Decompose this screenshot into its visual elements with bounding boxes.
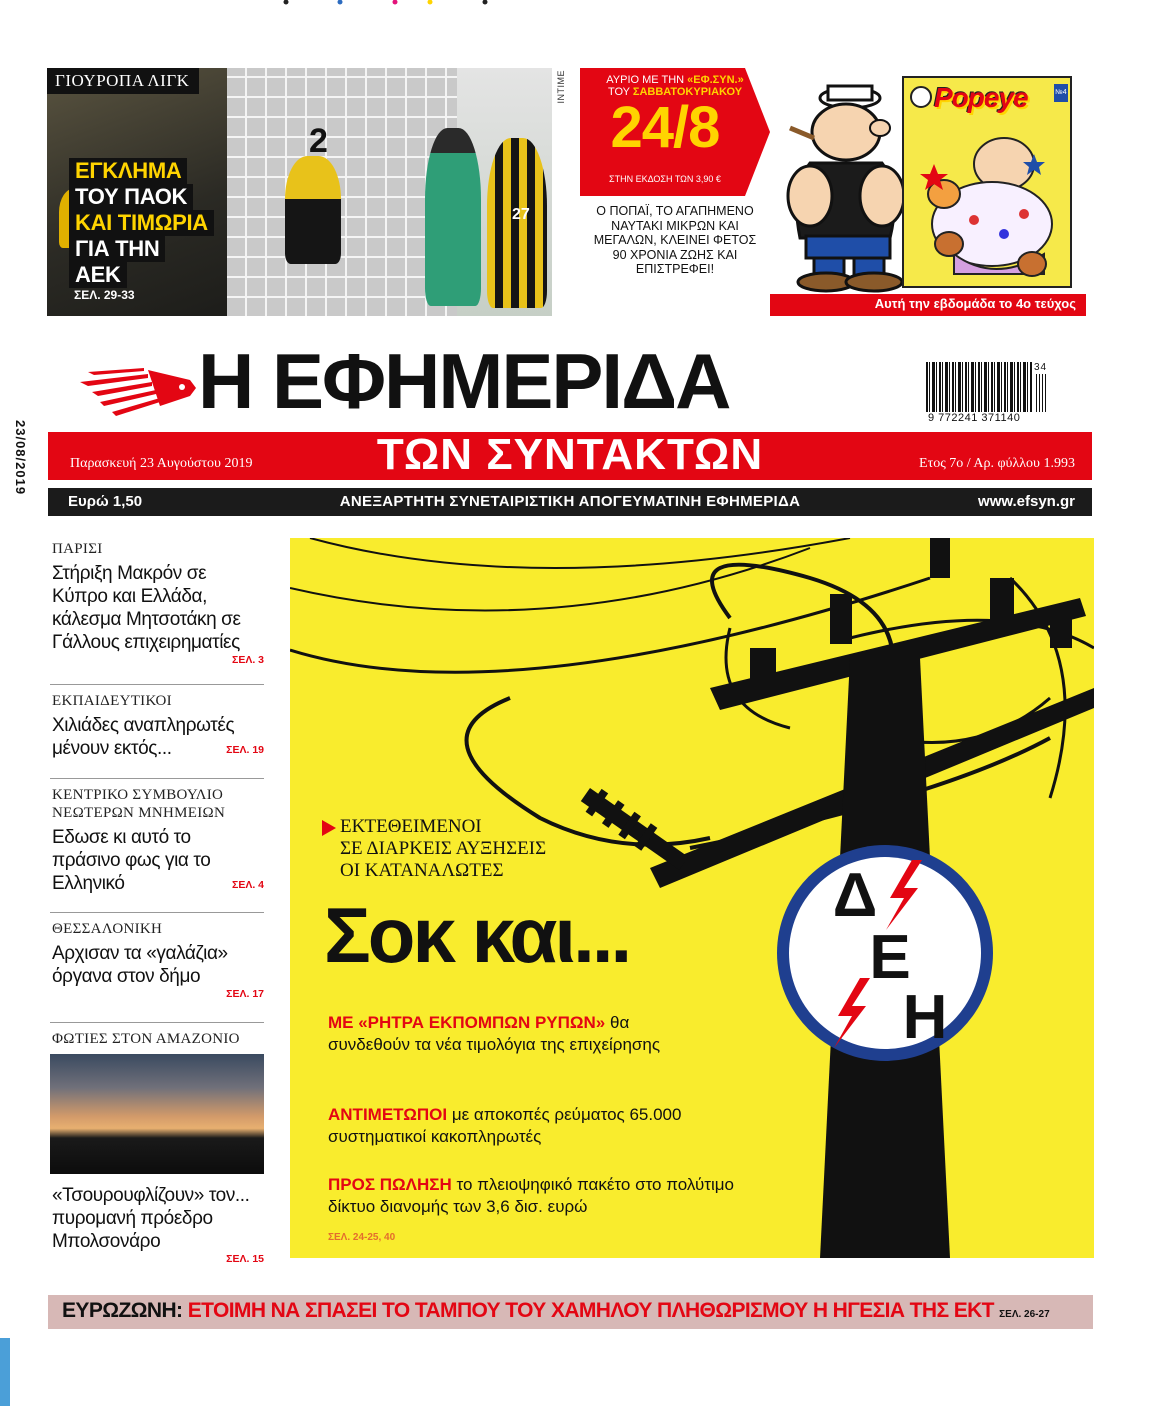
comic-logo: Popeye — [934, 82, 1028, 113]
page-reference: ΣΕΛ. 29-33 — [74, 288, 135, 302]
sidebar-story-monuments[interactable] — [52, 786, 264, 894]
feature-page-reference: ΣΕΛ. 24-25, 40 — [328, 1232, 396, 1243]
masthead-black-bar — [48, 488, 1092, 516]
story-page: ΣΕΛ. 19 — [226, 744, 264, 756]
comic-cover-art-icon — [914, 124, 1064, 284]
promo-edition: ΣΑΒΒΑΤΟΚΥΡΙΑΚΟΥ — [632, 86, 743, 98]
headline-line: ΕΓΚΛΗΜΑ — [69, 158, 187, 184]
story-page: ΣΕΛ. 15 — [226, 1253, 264, 1265]
story-kicker: ΘΕΣΣΑΛΟΝΙΚΗ — [52, 921, 163, 937]
promo-brand: «ΕΦ.ΣΥΝ.» — [687, 74, 744, 86]
amazon-fire-photo — [50, 1054, 264, 1174]
eurozone-teaser[interactable] — [48, 1295, 1093, 1329]
story-title: «Τσουρουφλίζουν» τον... πυρομανή πρόεδρο Μπολσονάρο — [52, 1185, 250, 1252]
sidebar-story-amazon[interactable] — [52, 1030, 264, 1048]
story-page: ΣΕΛ. 17 — [226, 988, 264, 1000]
feature-point — [328, 1174, 748, 1218]
promo-price: ΣΤΗΝ ΕΚΔΟΣΗ ΤΩΝ 3,90 € — [609, 174, 721, 184]
story-divider — [50, 684, 264, 685]
sidebar-story-paris[interactable] — [52, 540, 264, 666]
print-registration-marks — [280, 0, 490, 6]
barcode-addon-bars — [1036, 374, 1046, 412]
masthead-subtitle: ΤΩΝ ΣΥΝΤΑΚΤΩΝ — [376, 430, 764, 479]
story-title: Αρχισαν τα «γαλάζια» όργανα στον δήμο — [52, 943, 228, 987]
sidebar-story-teachers[interactable] — [52, 692, 264, 759]
newspaper-motto: ΑΝΕΞΑΡΤΗΤΗ ΣΥΝΕΤΑΙΡΙΣΤΙΚΗ ΑΠΟΓΕΥΜΑΤΙΝΗ ΕΦΗΜΕΡΙΔΑ — [339, 493, 801, 510]
triangle-bullet-icon — [322, 820, 336, 836]
story-kicker: ΠΑΡΙΣΙ — [52, 541, 103, 557]
edge-color-strip — [0, 1338, 10, 1406]
kicker-line: ΣΕ ΔΙΑΡΚΕΙΣ ΑΥΞΗΣΕΙΣ — [340, 838, 547, 859]
kicker-line: ΕΚΤΕΘΕΙΜΕΝΟΙ — [340, 816, 482, 837]
eurozone-headline: ΕΤΟΙΜΗ ΝΑ ΣΠΑΣΕΙ ΤΟ ΤΑΜΠΟΥ ΤΟΥ ΧΑΜΗΛΟΥ ΠΛΗΘΩΡΙΣΜΟΥ Η ΗΓΕΣΙΑ ΤΗΣ ΕΚΤ — [187, 1299, 994, 1322]
headline-line: ΚΑΙ ΤΙΜΩΡΙΑ — [69, 210, 214, 236]
jersey-number: 27 — [512, 206, 530, 223]
story-kicker: ΕΚΠΑΙΔΕΥΤΙΚΟΙ — [52, 693, 172, 709]
story-kicker: ΚΕΝΤΡΙΚΟ ΣΥΜΒΟΥΛΙΟ ΝΕΩΤΕΡΩΝ ΜΝΗΜΕΙΩΝ — [52, 787, 226, 821]
masthead-title[interactable]: Η ΕΦΗΜΕΡΙΔΑ — [198, 337, 730, 425]
kicker-line: ΟΙ ΚΑΤΑΝΑΛΩΤΕΣ — [340, 860, 504, 881]
feature-point — [328, 1104, 688, 1148]
barcode-number: 9 772241 371140 — [928, 412, 1021, 424]
story-kicker: ΦΩΤΙΕΣ ΣΤΟΝ ΑΜΑΖΟΝΙΟ — [52, 1031, 240, 1047]
main-feature-deh[interactable] — [290, 538, 1094, 1258]
deh-logo-letter: Η — [902, 983, 948, 1052]
jersey-number: 2 — [309, 122, 328, 160]
point-text: το πλειοψηφικό πακέτο στο πολύτιμο δίκτυο διανομής των 3,6 δισ. ευρώ — [328, 1175, 734, 1216]
story-page: ΣΕΛ. 4 — [232, 879, 264, 891]
goalkeeper-figure — [425, 128, 481, 306]
barcode-bars — [926, 362, 1032, 412]
masthead-red-bar — [48, 432, 1092, 480]
website-link[interactable]: www.efsyn.gr — [978, 493, 1075, 510]
headline-line: ΑΕΚ — [69, 262, 127, 288]
deh-logo-letter: Δ — [832, 861, 878, 930]
story-title: Χιλιάδες αναπληρωτές μένουν εκτός... — [52, 715, 235, 759]
sports-teaser[interactable] — [47, 68, 552, 316]
promo-description: Ο ΠΟΠΑΪ, ΤΟ ΑΓΑΠΗΜΕΝΟ ΝΑΥΤΑΚΙ ΜΙΚΡΩΝ ΚΑΙ ΜΕΓΑΛΩΝ, ΚΛΕΙΝΕΙ ΦΕΤΟΣ 90 ΧΡΟΝΙΑ ΖΩΗΣ ΚΑΙ ΕΠΙΣΤΡΕΦΕΙ! — [593, 204, 757, 276]
story-title: Εδωσε κι αυτό το πράσινο φως για το Ελληνικό — [52, 827, 211, 894]
point-text: θα συνδεθούν τα νέα τιμολόγια της επιχείρησης — [328, 1013, 661, 1054]
comic-seal-icon — [910, 86, 932, 108]
comic-cover[interactable] — [902, 76, 1072, 288]
sidebar-story-thessaloniki[interactable] — [52, 920, 264, 1000]
photo-credit: INTIME — [556, 70, 566, 104]
story-title: Στήριξη Μακρόν σε Κύπρο και Ελλάδα, κάλεσμα Μητσοτάκη σε Γάλλους επιχειρηματίες — [52, 563, 241, 653]
point-highlight: ΑΝΤΙΜΕΤΩΠΟΙ — [328, 1105, 448, 1124]
promo-intro-text: ΤΟΥ — [607, 86, 630, 98]
eurozone-line — [62, 1299, 1050, 1323]
sidebar-story-amazon-text[interactable] — [52, 1184, 264, 1265]
story-divider — [50, 778, 264, 779]
goal-net-photo — [227, 68, 457, 316]
point-text: με αποκοπές ρεύματος 65.000 συστηματικοί κακοπληρωτές — [328, 1105, 682, 1146]
section-tag: ΓΙΟΥΡΟΠΑ ΛΙΓΚ — [47, 68, 199, 94]
player-figure — [285, 156, 341, 264]
promo-date: 24/8 — [610, 95, 720, 160]
popeye-promo[interactable] — [580, 68, 1086, 316]
comic-issue-badge: №4 — [1054, 84, 1068, 102]
promo-footer: Αυτή την εβδομάδα το 4ο τεύχος — [874, 296, 1076, 311]
pen-nib-logo-icon — [78, 340, 198, 430]
point-highlight: ΠΡΟΣ ΠΩΛΗΣΗ — [328, 1175, 452, 1194]
barcode — [926, 362, 1048, 424]
issue-date: Παρασκευή 23 Αυγούστου 2019 — [70, 456, 253, 471]
barcode-issue: 34 — [1034, 362, 1048, 373]
feature-point — [328, 1012, 668, 1056]
promo-intro-text: ΑΥΡΙΟ ΜΕ ΤΗΝ — [606, 74, 685, 86]
eurozone-kicker: ΕΥΡΩΖΩΝΗ: — [62, 1299, 183, 1322]
headline-line: ΤΟΥ ΠΑΟΚ — [69, 184, 193, 210]
side-date-stamp: 23/08/2019 — [13, 420, 28, 496]
feature-kicker — [340, 816, 760, 882]
eurozone-page: ΣΕΛ. 26-27 — [999, 1309, 1050, 1320]
point-highlight: ΜΕ «ΡΗΤΡΑ ΕΚΠΟΜΠΩΝ ΡΥΠΩΝ» — [328, 1013, 606, 1032]
sports-headline[interactable] — [69, 158, 214, 288]
story-divider — [50, 1022, 264, 1023]
headline-line: ΓΙΑ ΤΗΝ — [69, 236, 165, 262]
story-divider — [50, 912, 264, 913]
story-page: ΣΕΛ. 3 — [232, 654, 264, 666]
issue-number: Ετος 7ο / Αρ. φύλλου 1.993 — [919, 456, 1075, 471]
cover-price: Ευρώ 1,50 — [68, 493, 143, 510]
feature-headline[interactable]: Σοκ και... — [324, 891, 630, 979]
deh-logo-letter: Ε — [869, 923, 911, 992]
